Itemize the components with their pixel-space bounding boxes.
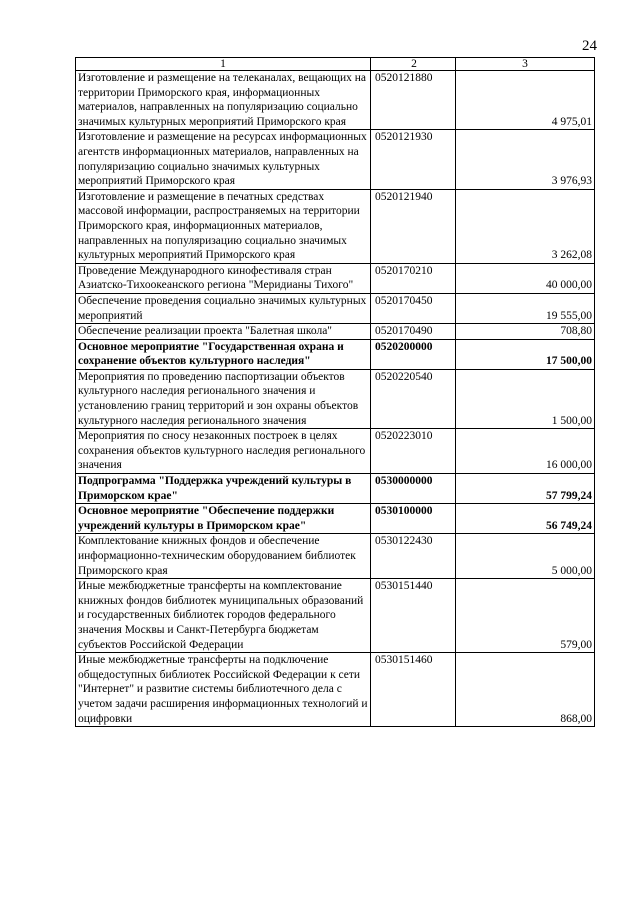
header-col-1: 1 <box>76 58 371 71</box>
row-name-cell: Основное мероприятие "Обеспечение поддержки учреждений культуры в Приморском крае" <box>76 504 371 534</box>
row-code-cell: 0530151460 <box>371 653 456 727</box>
row-code-cell: 0520170450 <box>371 293 456 323</box>
row-name-cell: Комплектование книжных фондов и обеспечение информационно-техническим оборудованием библиотек Приморского края <box>76 534 371 579</box>
row-code-cell: 0520121880 <box>371 71 456 130</box>
row-amount-cell: 5 000,00 <box>456 534 595 579</box>
row-code-cell: 0520170490 <box>371 324 456 340</box>
row-name-cell: Изготовление и размещение в печатных средствах массовой информации, распространяемых на территории Приморского края, информационных материалов, направленных на популяризацию социально значимых культурных мероприятий Приморского края <box>76 189 371 263</box>
table-row <box>76 474 595 504</box>
row-name-cell: Изготовление и размещение на ресурсах информационных агентств информационных материалов, направленных на популяризацию социально значимых культурных мероприятий Приморского края <box>76 130 371 189</box>
row-name-cell: Основное мероприятие "Государственная охрана и сохранение объектов культурного наследия" <box>76 339 371 369</box>
row-amount-cell: 40 000,00 <box>456 263 595 293</box>
row-amount-cell: 3 976,93 <box>456 130 595 189</box>
row-code-cell: 0530100000 <box>371 504 456 534</box>
row-amount-cell: 16 000,00 <box>456 429 595 474</box>
row-code-cell: 0530000000 <box>371 474 456 504</box>
row-amount-cell: 3 262,08 <box>456 189 595 263</box>
row-code-cell: 0520170210 <box>371 263 456 293</box>
table-row <box>76 504 595 534</box>
table-row <box>76 579 595 653</box>
row-code-cell: 0520223010 <box>371 429 456 474</box>
row-code-cell: 0530122430 <box>371 534 456 579</box>
row-name-cell: Проведение Международного кинофестиваля стран Азиатско-Тихоокеанского региона "Меридианы Тихого" <box>76 263 371 293</box>
table-row <box>76 324 595 340</box>
row-amount-cell: 4 975,01 <box>456 71 595 130</box>
table-row <box>76 71 595 130</box>
row-code-cell: 0520121930 <box>371 130 456 189</box>
header-col-2: 2 <box>371 58 456 71</box>
row-name-cell: Иные межбюджетные трансферты на подключение общедоступных библиотек Российской Федерации к сети "Интернет" и развитие системы библиотечного дела с учетом задачи расширения информационных технологий и оцифровки <box>76 653 371 727</box>
table-row <box>76 534 595 579</box>
row-name-cell: Изготовление и размещение на телеканалах, вещающих на территории Приморского края, информационных материалов, направленных на популяризацию социально значимых культурных мероприятий Приморского края <box>76 71 371 130</box>
table-row <box>76 653 595 727</box>
table-row <box>76 293 595 323</box>
row-amount-cell: 1 500,00 <box>456 369 595 428</box>
row-code-cell: 0520220540 <box>371 369 456 428</box>
header-col-3: 3 <box>456 58 595 71</box>
table-row <box>76 339 595 369</box>
table-row <box>76 429 595 474</box>
table-row <box>76 130 595 189</box>
budget-table <box>75 57 595 727</box>
row-amount-cell: 579,00 <box>456 579 595 653</box>
page-number: 24 <box>582 38 597 54</box>
row-amount-cell: 19 555,00 <box>456 293 595 323</box>
row-amount-cell: 868,00 <box>456 653 595 727</box>
row-code-cell: 0530151440 <box>371 579 456 653</box>
row-name-cell: Подпрограмма "Поддержка учреждений культуры в Приморском крае" <box>76 474 371 504</box>
table-row <box>76 263 595 293</box>
row-amount-cell: 708,80 <box>456 324 595 340</box>
row-code-cell: 0520121940 <box>371 189 456 263</box>
row-name-cell: Обеспечение реализации проекта "Балетная школа" <box>76 324 371 340</box>
table-header-row <box>76 58 595 71</box>
row-name-cell: Иные межбюджетные трансферты на комплектование книжных фондов библиотек муниципальных образований и государственных библиотек городов федерального значения Москвы и Санкт-Петербурга бюджетам субъектов Российской Федерации <box>76 579 371 653</box>
table-row <box>76 189 595 263</box>
table-row <box>76 369 595 428</box>
row-name-cell: Обеспечение проведения социально значимых культурных мероприятий <box>76 293 371 323</box>
row-name-cell: Мероприятия по проведению паспортизации объектов культурного наследия регионального значения и установлению границ территорий и зон охраны объектов культурного наследия регионального значения <box>76 369 371 428</box>
row-code-cell: 0520200000 <box>371 339 456 369</box>
row-name-cell: Мероприятия по сносу незаконных построек в целях сохранения объектов культурного наследия регионального значения <box>76 429 371 474</box>
row-amount-cell: 56 749,24 <box>456 504 595 534</box>
row-amount-cell: 17 500,00 <box>456 339 595 369</box>
row-amount-cell: 57 799,24 <box>456 474 595 504</box>
